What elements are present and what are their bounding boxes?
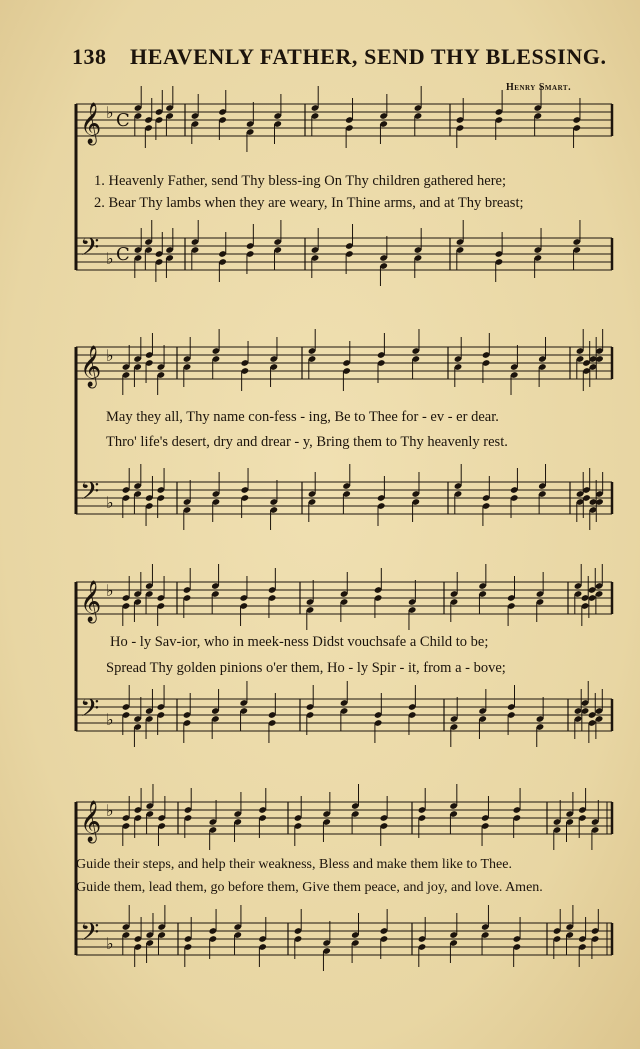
treble-clef-icon: 𝄞 bbox=[80, 103, 102, 144]
lyric-line-s3-v2: Spread Thy golden pinions o'er them, Ho - ly Spir - it, from a - bove; bbox=[106, 660, 506, 676]
treble-clef-icon: 𝄞 bbox=[80, 801, 102, 842]
flat-key-signature: ♭ bbox=[106, 710, 114, 729]
bass-clef-icon: 𝄢 bbox=[80, 694, 100, 729]
flat-key-signature: ♭ bbox=[106, 581, 114, 600]
page-number: 138 bbox=[72, 44, 107, 69]
treble-clef-icon: 𝄞 bbox=[80, 346, 102, 387]
common-time-signature: C bbox=[116, 110, 130, 131]
bass-clef-icon: 𝄢 bbox=[80, 918, 100, 953]
flat-key-signature: ♭ bbox=[106, 249, 114, 268]
bass-clef-icon: 𝄢 bbox=[80, 233, 100, 268]
flat-key-signature: ♭ bbox=[106, 801, 114, 820]
lyric-line-s2-v1: May they all, Thy name con-fess - ing, Be to Thee for - ev - er dear. bbox=[106, 409, 499, 425]
lyric-line-s1-v2: 2. Bear Thy lambs when they are weary, In Thine arms, and at Thy breast; bbox=[94, 195, 524, 211]
lyric-line-s1-v1: 1. Heavenly Father, send Thy bless-ing On Thy children gathered here; bbox=[94, 173, 507, 189]
lyric-line-s4-v2: Guide them, lead them, go before them, Give them peace, and joy, and love. Amen. bbox=[76, 880, 543, 895]
lyric-line-s3-v1: Ho - ly Sav-ior, who in meek-ness Didst vouchsafe a Child to be; bbox=[110, 634, 489, 650]
composer-credit: Henry Smart. bbox=[506, 82, 572, 93]
flat-key-signature: ♭ bbox=[106, 493, 114, 512]
treble-clef-icon: 𝄞 bbox=[80, 581, 102, 622]
bass-clef-icon: 𝄢 bbox=[80, 477, 100, 512]
hymn-title: HEAVENLY FATHER, SEND THY BLESSING. bbox=[130, 44, 607, 69]
common-time-signature: C bbox=[116, 244, 130, 265]
flat-key-signature: ♭ bbox=[106, 103, 114, 122]
flat-key-signature: ♭ bbox=[106, 346, 114, 365]
flat-key-signature: ♭ bbox=[106, 934, 114, 953]
lyric-line-s4-v1: Guide their steps, and help their weakness, Bless and make them like to Thee. bbox=[76, 857, 512, 872]
lyric-line-s2-v2: Thro' life's desert, dry and drear - y, Bring them to Thy heavenly rest. bbox=[106, 434, 508, 450]
